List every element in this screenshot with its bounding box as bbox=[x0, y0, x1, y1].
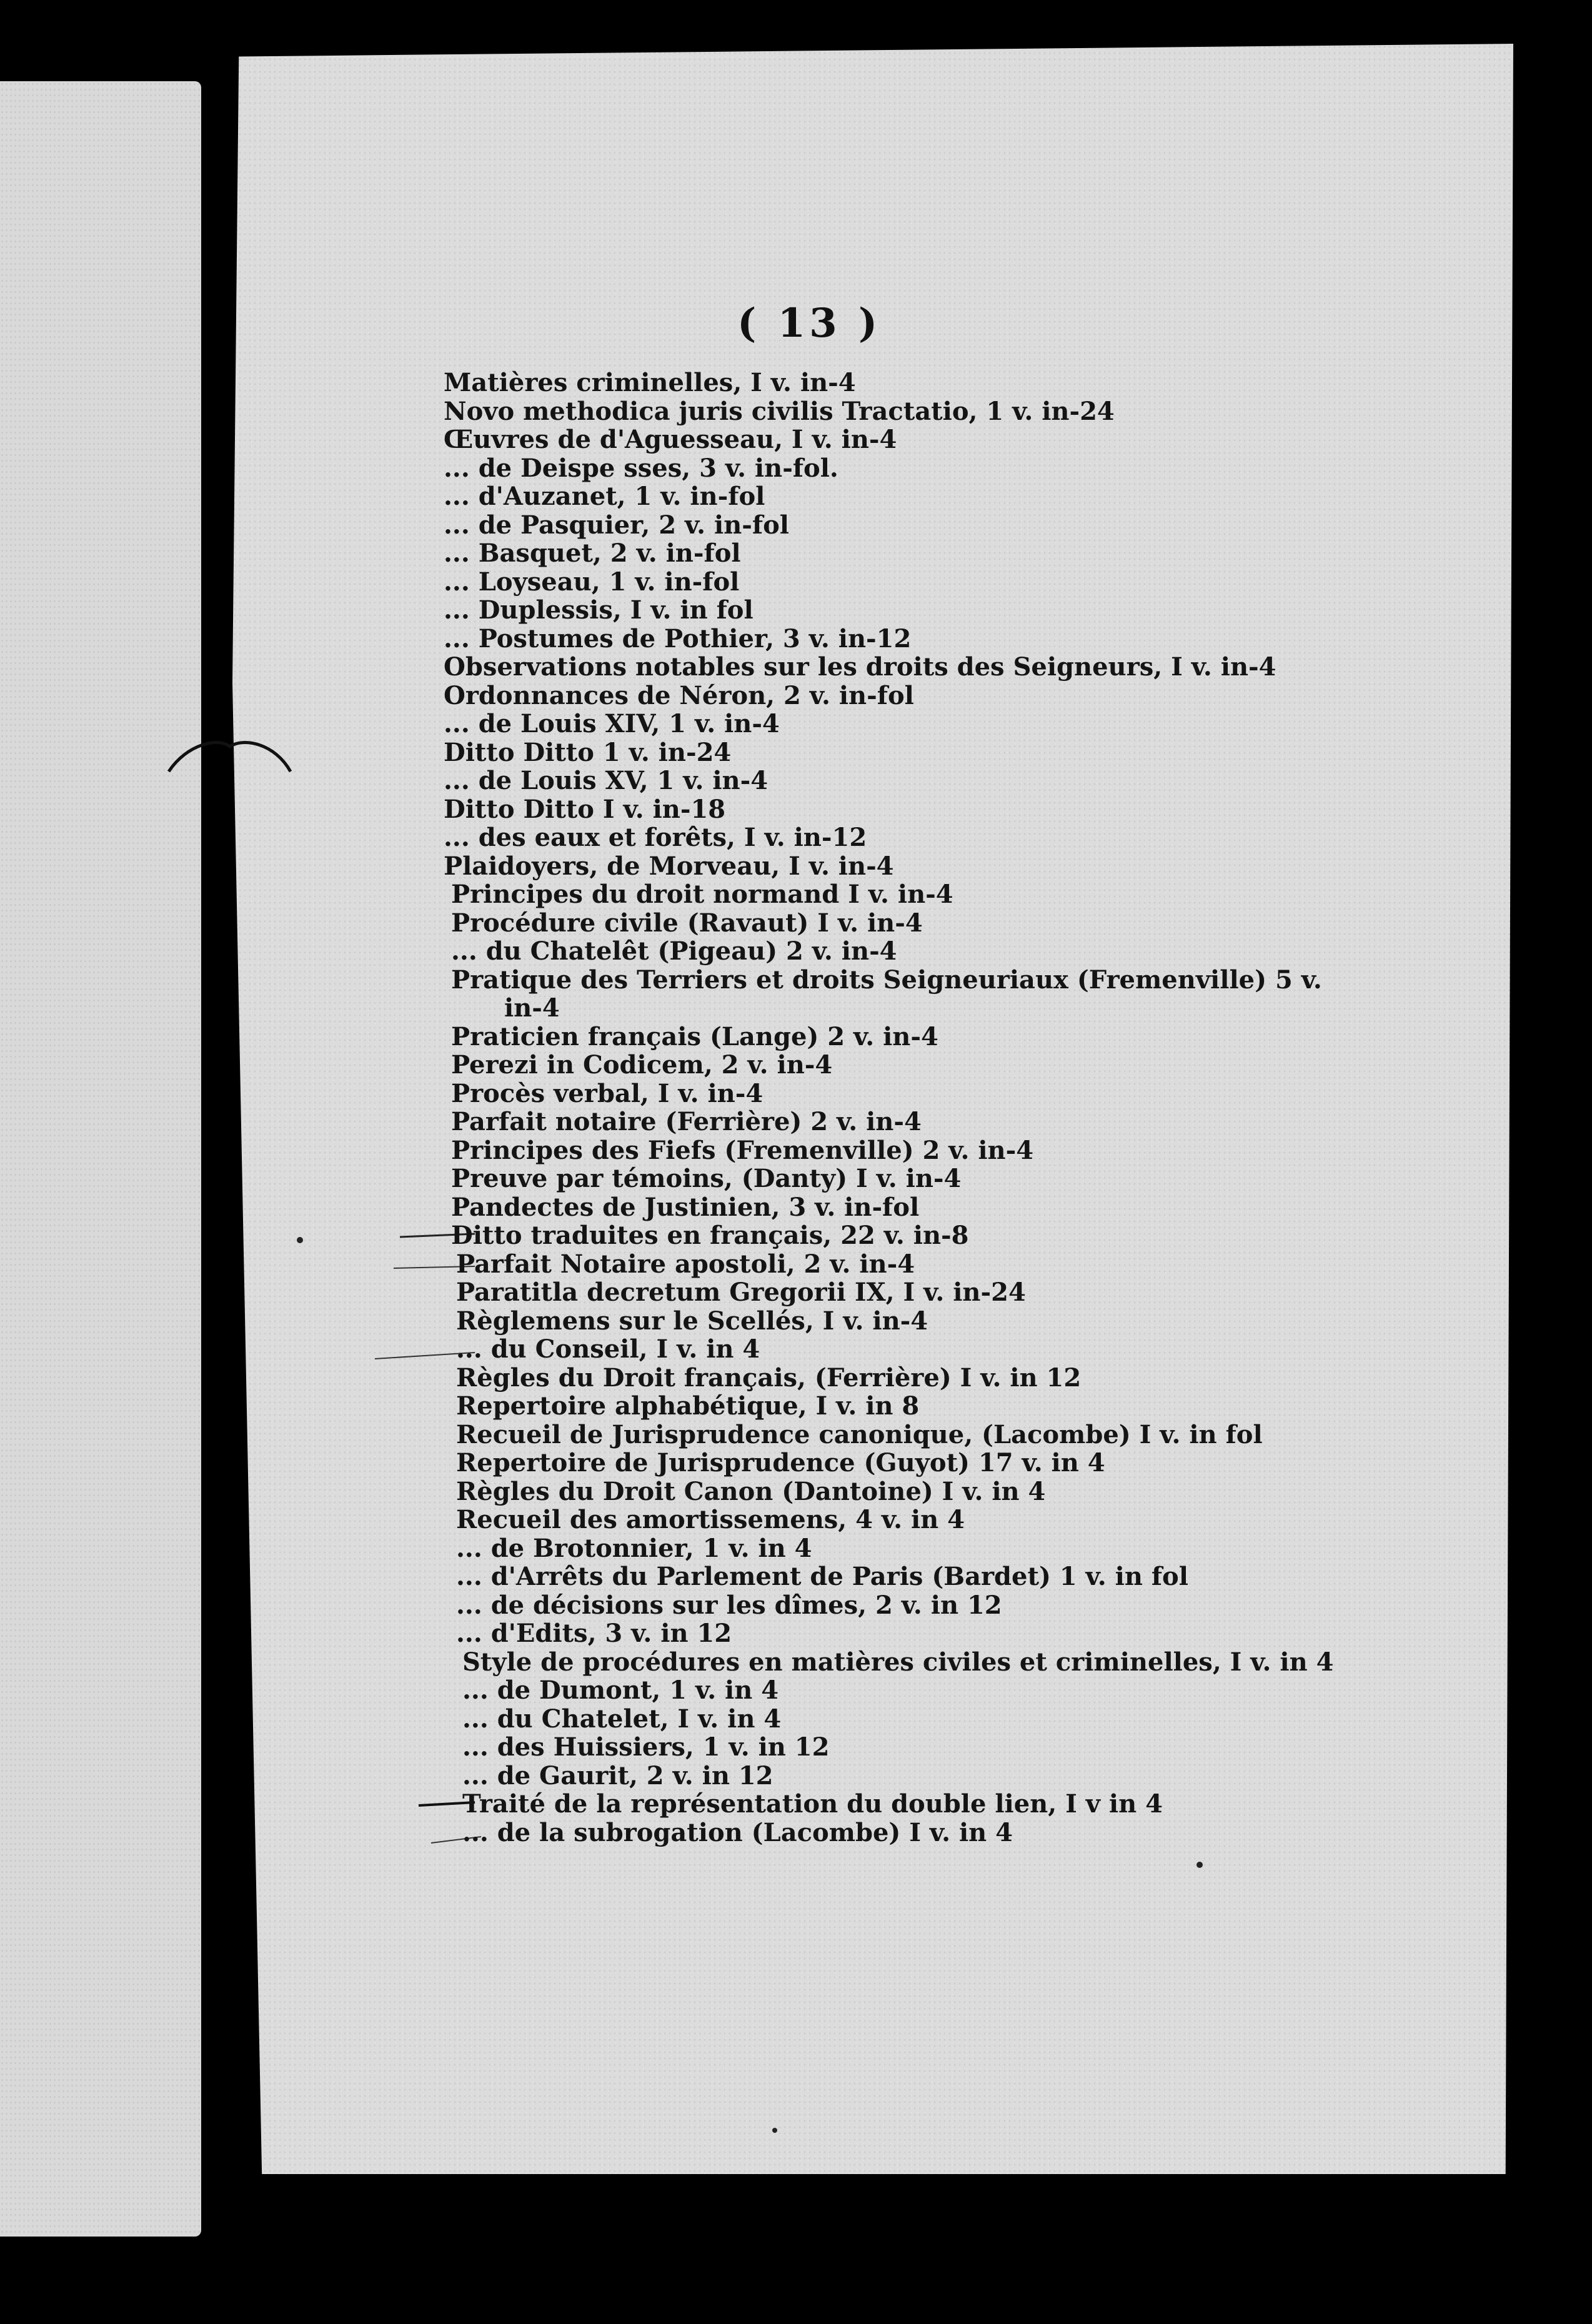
catalog-entry: Traité de la représentation du double lien, I v in 4 bbox=[462, 1789, 1163, 1819]
catalog-entry: ... du Chatelêt (Pigeau) 2 v. in-4 bbox=[451, 936, 897, 966]
binding-thread-mark bbox=[169, 742, 291, 772]
catalog-entry: ... d'Arrêts du Parlement de Paris (Bardet) 1 v. in fol bbox=[456, 1562, 1188, 1591]
catalog-entry: ... de Dumont, 1 v. in 4 bbox=[462, 1676, 779, 1705]
catalog-entry: ... Postumes de Pothier, 3 v. in-12 bbox=[444, 623, 912, 653]
catalog-entry: ... de décisions sur les dîmes, 2 v. in 12 bbox=[456, 1590, 1002, 1620]
catalog-entry: ... Duplessis, I v. in fol bbox=[444, 595, 754, 625]
catalog-entry: Praticien français (Lange) 2 v. in-4 bbox=[451, 1021, 938, 1051]
catalog-entry: Observations notables sur les droits des Seigneurs, I v. in-4 bbox=[444, 652, 1276, 682]
catalog-entry: ... de Gaurit, 2 v. in 12 bbox=[462, 1760, 774, 1790]
catalog-entry: Plaidoyers, de Morveau, I v. in-4 bbox=[444, 851, 894, 881]
ink-dot bbox=[772, 2128, 777, 2133]
catalog-entry: Ditto Ditto 1 v. in-24 bbox=[444, 737, 732, 767]
catalog-entry: Pratique des Terriers et droits Seigneuriaux (Fremenville) 5 v. bbox=[451, 965, 1322, 995]
catalog-entry: ... Basquet, 2 v. in-fol bbox=[444, 539, 741, 568]
catalog-entry: Ditto Ditto I v. in-18 bbox=[444, 794, 726, 824]
ink-dot bbox=[297, 1237, 303, 1243]
catalog-entry-list bbox=[444, 368, 1334, 1847]
catalog-entry: ... de Pasquier, 2 v. in-fol bbox=[444, 510, 789, 540]
ink-dot bbox=[1196, 1862, 1203, 1868]
catalog-entry: Repertoire de Jurisprudence (Guyot) 17 v. in 4 bbox=[456, 1448, 1105, 1477]
catalog-entry: ... Loyseau, 1 v. in-fol bbox=[444, 567, 740, 597]
catalog-entry: ... de Louis XIV, 1 v. in-4 bbox=[444, 709, 780, 738]
catalog-entry: Style de procédures en matières civiles et criminelles, I v. in 4 bbox=[462, 1647, 1334, 1677]
catalog-entry: Perezi in Codicem, 2 v. in-4 bbox=[451, 1050, 833, 1080]
catalog-entry: Repertoire alphabétique, I v. in 8 bbox=[456, 1391, 920, 1421]
catalog-entry: ... du Chatelet, I v. in 4 bbox=[462, 1704, 782, 1734]
catalog-entry: Principes du droit normand I v. in-4 bbox=[451, 880, 953, 909]
catalog-entry: Procédure civile (Ravaut) I v. in-4 bbox=[451, 908, 923, 938]
catalog-entry: Règles du Droit français, (Ferrière) I v. in 12 bbox=[456, 1363, 1082, 1393]
catalog-entry: ... des Huissiers, 1 v. in 12 bbox=[462, 1732, 830, 1762]
catalog-entry: in-4 bbox=[504, 993, 560, 1023]
catalog-entry: Matières criminelles, I v. in-4 bbox=[444, 368, 856, 397]
catalog-entry: ... du Conseil, I v. in 4 bbox=[456, 1334, 760, 1364]
catalog-entry: ... de Brotonnier, 1 v. in 4 bbox=[456, 1533, 812, 1563]
catalog-entry: Parfait Notaire apostoli, 2 v. in-4 bbox=[456, 1249, 915, 1279]
catalog-entry: Ditto traduites en français, 22 v. in-8 bbox=[451, 1221, 969, 1250]
catalog-entry: ... d'Edits, 3 v. in 12 bbox=[456, 1619, 732, 1648]
page-number: ( 13 ) bbox=[737, 300, 882, 347]
catalog-entry: Procès verbal, I v. in-4 bbox=[451, 1078, 764, 1108]
catalog-entry: Recueil des amortissemens, 4 v. in 4 bbox=[456, 1505, 965, 1534]
catalog-entry: Règles du Droit Canon (Dantoine) I v. in 4 bbox=[456, 1476, 1046, 1506]
catalog-entry: ... de Deispe sses, 3 v. in-fol. bbox=[444, 453, 838, 483]
catalog-entry: Parfait notaire (Ferrière) 2 v. in-4 bbox=[451, 1107, 922, 1136]
catalog-entry: ... des eaux et forêts, I v. in-12 bbox=[444, 823, 867, 852]
catalog-entry: Recueil de Jurisprudence canonique, (Lacombe) I v. in fol bbox=[456, 1419, 1263, 1449]
catalog-entry: Œuvres de d'Aguesseau, I v. in-4 bbox=[444, 425, 897, 454]
catalog-entry: Preuve par témoins, (Danty) I v. in-4 bbox=[451, 1164, 962, 1193]
catalog-entry: Novo methodica juris civilis Tractatio, 1 v. in-24 bbox=[444, 396, 1115, 426]
catalog-entry: Principes des Fiefs (Fremenville) 2 v. in-4 bbox=[451, 1135, 1034, 1165]
catalog-entry: Règlemens sur le Scellés, I v. in-4 bbox=[456, 1306, 928, 1336]
catalog-entry: Paratitla decretum Gregorii IX, I v. in-24 bbox=[456, 1278, 1026, 1307]
catalog-entry: ... de la subrogation (Lacombe) I v. in 4 bbox=[462, 1817, 1013, 1847]
catalog-entry: ... d'Auzanet, 1 v. in-fol bbox=[444, 482, 765, 511]
catalog-entry: Ordonnances de Néron, 2 v. in-fol bbox=[444, 680, 914, 710]
catalog-entry: Pandectes de Justinien, 3 v. in-fol bbox=[451, 1192, 920, 1222]
catalog-entry: ... de Louis XV, 1 v. in-4 bbox=[444, 766, 769, 795]
